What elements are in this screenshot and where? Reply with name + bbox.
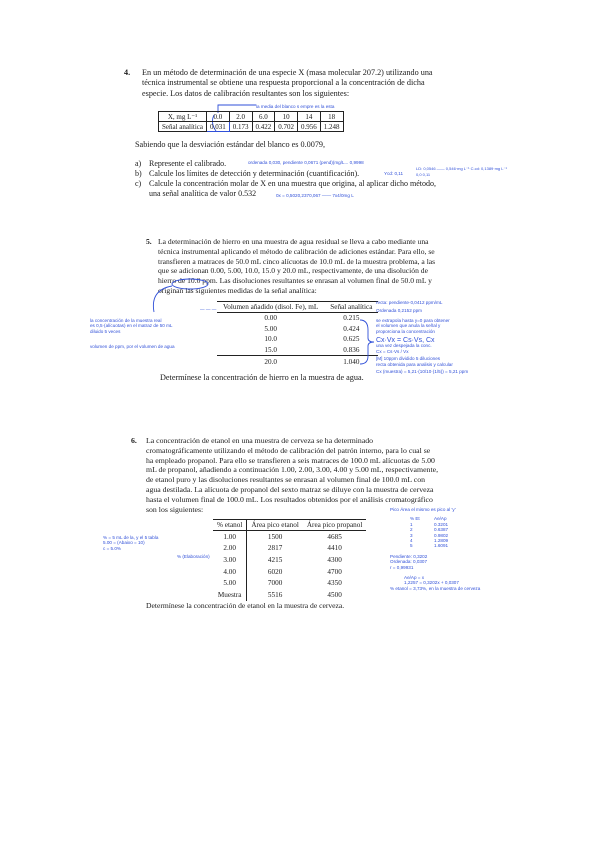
question-a: a) Represente el calibrado.	[135, 159, 227, 168]
list-item: 2 0.6387	[410, 527, 449, 533]
problem-4-statement: 4. En un método de determinación de una especie X (masa molecular 207.2) utilizando una técnica instrumental se obtiene una respuesta proporcional a la concentración de dicha especie. Los datos de calibración resultantes son los siguientes:	[124, 68, 433, 98]
note-c: 0x = 0,5020,2370,067 —— 7x4/0mg L	[276, 193, 354, 198]
problem-4	[124, 68, 458, 99]
ethanol-table	[213, 519, 366, 601]
table-row: Muestra 5516 4500	[213, 589, 366, 601]
table-row: 10.0 0.625	[264, 335, 360, 344]
table-row: 15.0 0.836	[264, 346, 360, 355]
note-b-right-2: 0,0 0,11	[416, 172, 431, 177]
problem-5-right-notes: recta: pendiente·0,0412 ppm/mL Ordenada 0,2152 ppm se extrapola hasta y=0 para obtener el volumen que anula la señal y proporciona la concentración Cx·Vx = Cs·Vs, Cx una vez despejada la conc. Cx = Cs·Vs / Vx [M] 10ppm dividido 5 diluciones recta obtenida para analisis y calcular Cx (muestra) = 5,21·(10/10·(1/5)) = 5,21 ppm	[376, 300, 469, 375]
question-c: c) Calcule la concentración molar de X en una muestra que origina, al aplicar dicho método,	[135, 179, 436, 188]
table-row: 3.00 4215 4300	[213, 554, 366, 566]
problem-6-statement: 6. La concentración de etanol en una muestra de cerveza se ha determinado cromatográficamente utilizando el método de calibración del patrón interno, para lo cual se ha empleado propanol. Para ello se transfieren a seis matraces de 100.0 mL alícuotas de 5.00 mL de propanol, añadiendo a continuación 1.00, 2.00, 3.00, 4.00 y 5.00 mL, respectivamente, de etanol puro y las disoluciones resultantes se enrasan al volumen final de 100.0 mL con agua destilada. La alícuota de propanol del sexto matraz se diluye con la muestra de cerveza hasta el volumen final de 100.0 mL. Los resultados obtenidos por el análisis cromatográfico son los siguientes:	[131, 436, 439, 514]
note-a: ordenada 0,030, pendiente 0,0671 (pend)(mg/L... 0,9998	[248, 160, 364, 165]
note-b-right: LD: 0,0546 —— 0,546·mg L⁻¹ C.cd: 0,1389·mg L⁻¹	[416, 166, 507, 171]
fe-table-header: Volumen añadido (disol. Fe), mL Señal analítica	[217, 302, 378, 313]
question-b: b) Calcule los límites de detección y determinación (cuantificación).	[135, 169, 360, 178]
table-row: 2.00 2817 4410	[213, 543, 366, 555]
calibration-row-concentration: X, mg L⁻¹ 0.0 2.0 6.0 10 14 18	[159, 112, 344, 122]
std-dev-line: Sabiendo que la desviación estándar del blanco es 0.0079,	[135, 140, 326, 149]
table-row: 5.00 7000 4350	[213, 577, 366, 589]
question-c-cont: una señal analítica de valor 0.532	[149, 189, 257, 198]
problem-6-question: Determínese la concentración de etanol en la muestra de cerveza.	[146, 601, 345, 610]
problem-5-number: 5.	[146, 237, 152, 246]
right-brace-annotation	[356, 318, 378, 366]
fe-table	[217, 301, 378, 367]
problem-4-number: 4.	[124, 68, 131, 77]
calibration-table	[158, 111, 344, 132]
calibration-row-signal: Señal analítica 0.031 0.173 0.422 0.702 0.956 1.248	[159, 122, 344, 132]
blank-mean-note: la media del blanco s empre es la esta	[256, 104, 335, 109]
list-item: 5 1.6091	[410, 543, 449, 549]
problem-5-question: Determínese la concentración de hierro en la muestra de agua.	[160, 373, 364, 382]
list-item: 4 1.2809	[410, 538, 449, 544]
problem-6-mid-note: % (Elaboración)	[177, 554, 210, 559]
list-item: 3 0.9802	[410, 532, 449, 538]
ethanol-table-header: % etanol Área pico etanol Área pico propanol	[213, 520, 366, 531]
list-item: 1 0.3201	[410, 521, 449, 527]
table-row: 20.0 1.040	[217, 356, 378, 367]
problem-6-right-notes: Pico Área el mismo es pico al 'y' % Et Ae/Ap 1 0.3201 2 0.6387 3 0.9802 4 1.2809 5 1.6091 Pendiente: 0,3202 Ordenada: 0,0307 r = 0,99931 Ae/Ap = x 1,2257 = 0,3202x + 0,0307 % etanol = 3,73%, en la muestra de cerveza	[390, 507, 481, 591]
table-row: 1.00 1500 4685	[213, 531, 366, 543]
row-marker: — — —	[200, 307, 217, 312]
table-row: 0.00 0.215	[264, 314, 360, 323]
problem-5-left-notes: la concentración de la muestra real es 0,5·(alícuotas) en el matraz de 50 mL diluido 5 veces volumen de ppm, por el volumen de agua	[90, 318, 175, 350]
table-row: 4.00 6020 4700	[213, 566, 366, 578]
problem-5-statement: 5. La determinación de hierro en una muestra de agua residual se lleva a cabo mediante una técnica instrumental aplicando el método de calibración de adiciones estándar. Para ello, se transfieren a matraces de 50.0 mL cinco alícuotas de 10.0 mL de la muestra problema, a las que se adicionan 0.00, 5.00, 10.0, 15.0 y 20.0 mL, respectivamente, de una disolución de hierro de 10.0 ppm. Las disoluciones resultantes se enrasan al volumen final de 50.0 mL y originan las siguientes medidas de la señal analítica:	[146, 237, 436, 295]
table-row: 5.00 0.424	[264, 324, 360, 333]
problem-6-left-note: % = 5 mL de la, y el 5 tabla 5.00 = (Abaixo = 10) c = 5.0%	[103, 535, 159, 551]
problem-6	[133, 436, 459, 514]
problem-6-number: 6.	[131, 436, 137, 445]
note-b: Ycd: 0,11	[384, 171, 404, 176]
